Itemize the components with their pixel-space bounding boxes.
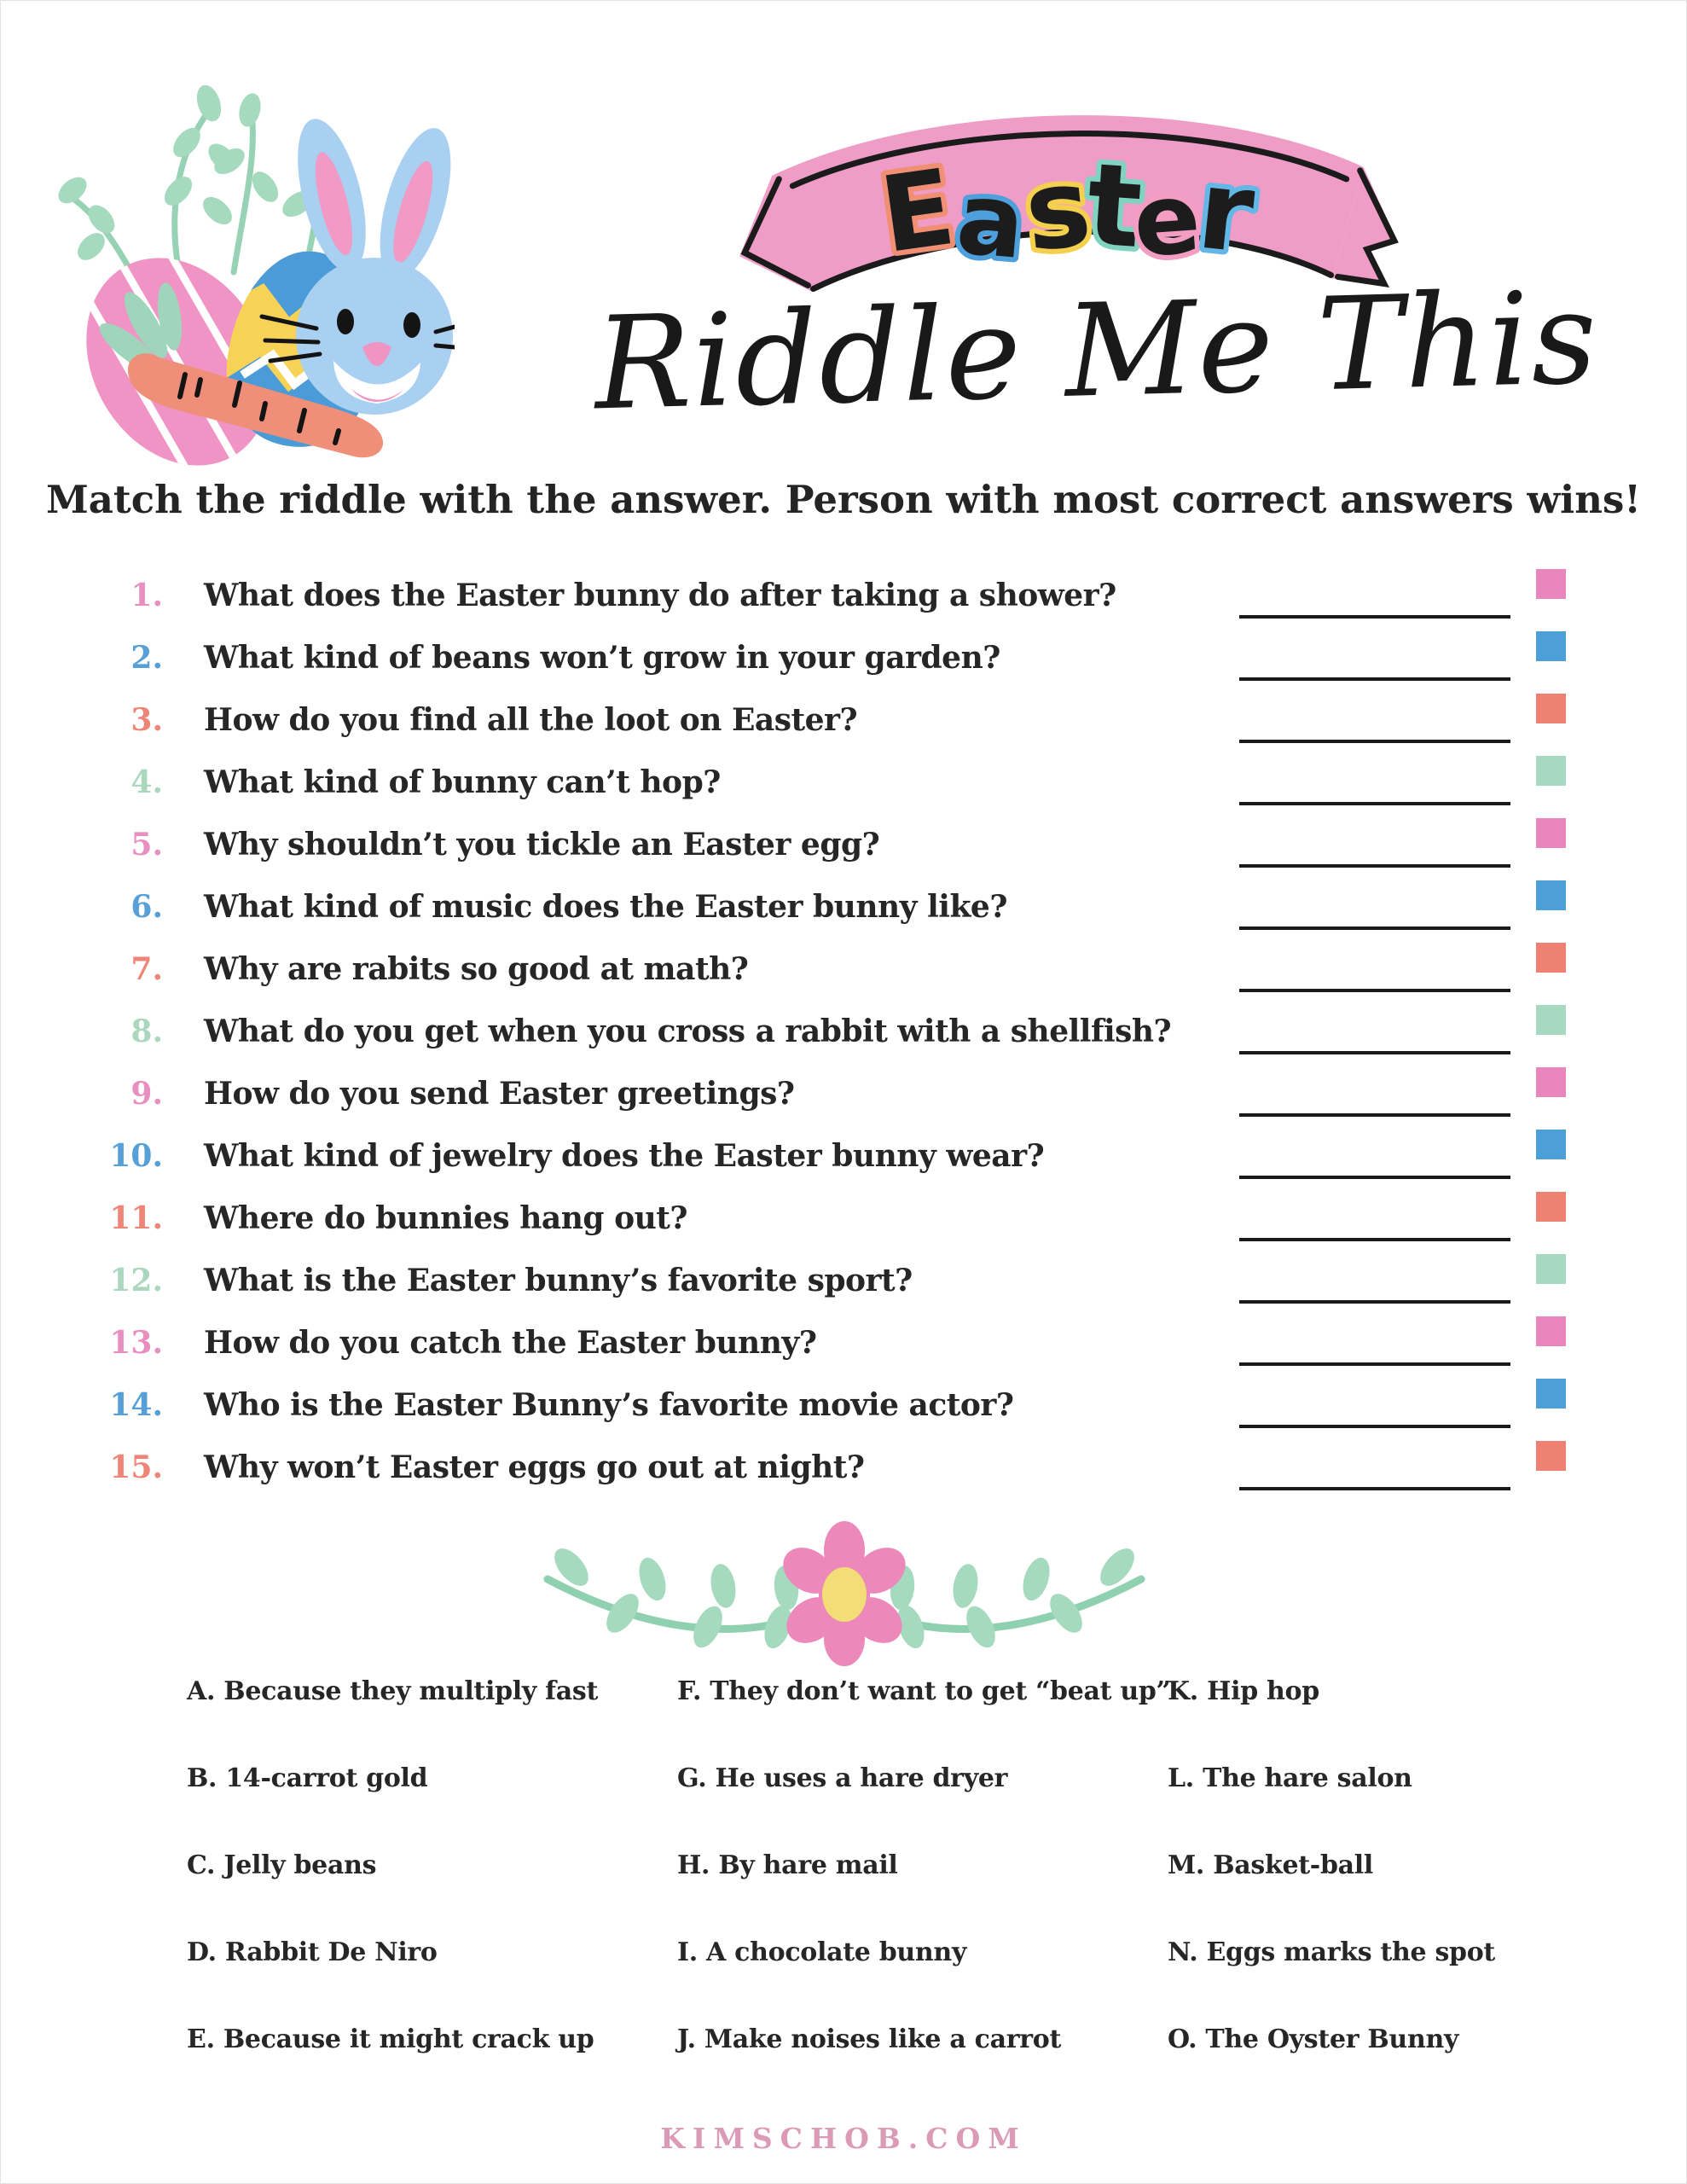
answer-line bbox=[1239, 1258, 1510, 1304]
answer-line bbox=[1239, 822, 1510, 868]
answer-color-square bbox=[1536, 631, 1566, 661]
riddle-number: 7. bbox=[130, 950, 163, 987]
answer-option: I. A chocolate bunny bbox=[677, 1937, 967, 1967]
riddle-row bbox=[101, 688, 1566, 751]
riddle-number: 2. bbox=[130, 639, 163, 676]
answer-color-square bbox=[1536, 1441, 1566, 1471]
answer-line bbox=[1239, 1008, 1510, 1054]
answer-option: K. Hip hop bbox=[1168, 1676, 1319, 1706]
riddle-text: What is the Easter bunny’s favorite sport? bbox=[204, 1262, 913, 1298]
answer-color-square bbox=[1536, 1005, 1566, 1035]
riddle-number: 1. bbox=[130, 577, 163, 613]
riddle-text: How do you send Easter greetings? bbox=[204, 1075, 795, 1112]
answer-color-square bbox=[1536, 1130, 1566, 1159]
answer-option: O. The Oyster Bunny bbox=[1168, 2024, 1459, 2054]
riddle-row bbox=[101, 626, 1566, 688]
answer-line bbox=[1239, 697, 1510, 743]
answer-option: N. Eggs marks the spot bbox=[1168, 1937, 1495, 1967]
answer-color-square bbox=[1536, 818, 1566, 848]
easter-illustration bbox=[50, 76, 455, 468]
banner-letter: a bbox=[952, 160, 1029, 282]
riddle-row bbox=[101, 1436, 1566, 1498]
riddle-number: 13. bbox=[109, 1324, 163, 1361]
answer-option: B. 14-carrot gold bbox=[187, 1763, 428, 1793]
answer-line bbox=[1239, 759, 1510, 805]
answer-color-square bbox=[1536, 756, 1566, 786]
riddle-number: 15. bbox=[109, 1449, 163, 1485]
riddle-row bbox=[101, 938, 1566, 1000]
answer-line bbox=[1239, 572, 1510, 619]
riddle-row bbox=[101, 1124, 1566, 1187]
riddle-number: 14. bbox=[109, 1386, 163, 1423]
riddle-text: What does the Easter bunny do after taking a shower? bbox=[204, 577, 1116, 613]
riddle-row bbox=[101, 1374, 1566, 1436]
riddle-row bbox=[101, 1000, 1566, 1062]
riddle-text: What kind of jewelry does the Easter bunny wear? bbox=[204, 1137, 1045, 1174]
answer-line bbox=[1239, 1382, 1510, 1428]
answer-line bbox=[1239, 1195, 1510, 1241]
answer-option: C. Jelly beans bbox=[187, 1850, 377, 1880]
answer-option: M. Basket-ball bbox=[1168, 1850, 1373, 1880]
answer-color-square bbox=[1536, 1379, 1566, 1409]
banner-letter: r bbox=[1192, 146, 1260, 279]
riddle-number: 3. bbox=[130, 701, 163, 738]
riddle-number: 10. bbox=[109, 1137, 163, 1174]
riddle-row bbox=[101, 875, 1566, 938]
riddle-text: What do you get when you cross a rabbit with a shellfish? bbox=[204, 1013, 1172, 1049]
answer-option: J. Make noises like a carrot bbox=[677, 2024, 1062, 2054]
riddle-row bbox=[101, 1249, 1566, 1311]
answer-line bbox=[1239, 1320, 1510, 1366]
riddle-number: 11. bbox=[109, 1199, 163, 1236]
floral-divider bbox=[495, 1518, 1194, 1680]
answer-color-square bbox=[1536, 1067, 1566, 1097]
riddle-row bbox=[101, 1311, 1566, 1374]
instruction-text: Match the riddle with the answer. Person with most correct answers wins! bbox=[45, 477, 1642, 522]
banner-letter: e bbox=[1129, 161, 1204, 280]
answer-color-square bbox=[1536, 880, 1566, 910]
answer-options-column-2 bbox=[677, 1675, 1171, 2110]
riddle-text: Where do bunnies hang out? bbox=[204, 1199, 687, 1236]
riddle-list bbox=[101, 564, 1566, 1498]
answer-color-square bbox=[1536, 1192, 1566, 1222]
answer-option: D. Rabbit De Niro bbox=[187, 1937, 438, 1967]
answer-line bbox=[1239, 946, 1510, 992]
answer-line bbox=[1239, 635, 1510, 681]
answer-options-column-3 bbox=[1168, 1675, 1649, 2110]
riddle-row bbox=[101, 1187, 1566, 1249]
riddle-row bbox=[101, 564, 1566, 626]
answer-color-square bbox=[1536, 569, 1566, 599]
riddle-number: 8. bbox=[130, 1013, 163, 1049]
answer-option: H. By hare mail bbox=[677, 1850, 898, 1880]
riddle-number: 12. bbox=[109, 1262, 163, 1298]
riddle-text: Why shouldn’t you tickle an Easter egg? bbox=[204, 826, 880, 863]
answer-option: G. He uses a hare dryer bbox=[677, 1763, 1008, 1793]
banner-letter: E bbox=[873, 145, 962, 277]
answer-option: F. They don’t want to get “beat up” bbox=[677, 1676, 1171, 1706]
answer-option: E. Because it might crack up bbox=[187, 2024, 594, 2054]
banner-letter: t bbox=[1082, 139, 1146, 275]
answer-color-square bbox=[1536, 943, 1566, 973]
riddle-text: How do you find all the loot on Easter? bbox=[204, 701, 858, 738]
riddle-text: What kind of beans won’t grow in your garden? bbox=[204, 639, 1000, 676]
answer-color-square bbox=[1536, 694, 1566, 723]
riddle-row bbox=[101, 813, 1566, 875]
riddle-row bbox=[101, 1062, 1566, 1124]
footer-site: KIMSCHOB.COM bbox=[660, 2122, 1027, 2155]
answer-line bbox=[1239, 1133, 1510, 1179]
riddle-text: What kind of music does the Easter bunny like? bbox=[204, 888, 1007, 925]
answer-color-square bbox=[1536, 1254, 1566, 1284]
banner-letter: s bbox=[1018, 143, 1097, 276]
riddle-number: 4. bbox=[130, 764, 163, 800]
answer-option: L. The hare salon bbox=[1168, 1763, 1412, 1793]
answer-line bbox=[1239, 1444, 1510, 1490]
answer-options-column-1 bbox=[187, 1675, 669, 2110]
riddle-number: 5. bbox=[130, 826, 163, 863]
answer-line bbox=[1239, 1071, 1510, 1117]
riddle-text: Who is the Easter Bunny’s favorite movie actor? bbox=[204, 1386, 1014, 1423]
answer-color-square bbox=[1536, 1316, 1566, 1346]
riddle-text: Why are rabits so good at math? bbox=[204, 950, 749, 987]
riddle-row bbox=[101, 751, 1566, 813]
answer-line bbox=[1239, 884, 1510, 930]
riddle-text: How do you catch the Easter bunny? bbox=[204, 1324, 817, 1361]
riddle-text: What kind of bunny can’t hop? bbox=[204, 764, 721, 800]
answer-option: A. Because they multiply fast bbox=[187, 1676, 599, 1706]
riddle-number: 9. bbox=[130, 1075, 163, 1112]
riddle-number: 6. bbox=[130, 888, 163, 925]
title-script: Riddle Me This bbox=[593, 264, 1601, 439]
riddle-text: Why won’t Easter eggs go out at night? bbox=[204, 1449, 865, 1485]
